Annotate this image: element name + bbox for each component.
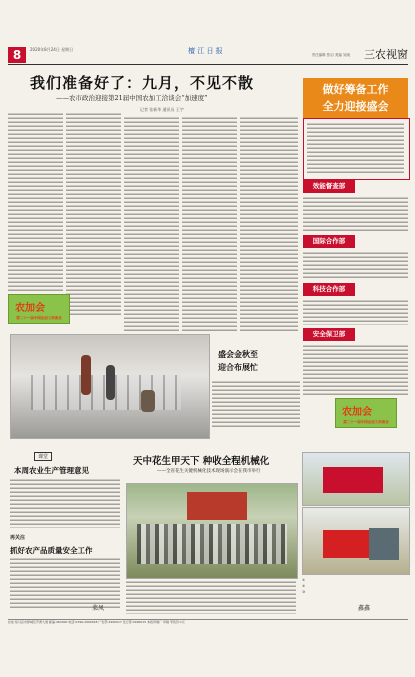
caption-1: ①	[302, 578, 306, 582]
right-intro-box	[303, 118, 410, 180]
harvester-photo-1	[302, 452, 410, 506]
conference-seal-left	[8, 294, 70, 324]
page-number: 8	[8, 47, 26, 63]
right-banner	[303, 78, 408, 119]
right-text-2	[303, 251, 408, 279]
text-column-1	[8, 112, 63, 292]
bottom-tag-right: 鑫鑫	[358, 605, 371, 612]
caption-3: ③	[302, 590, 306, 594]
harvest-subheadline: ——全省花生关键机械化技术现场演示会在我市举行	[157, 469, 261, 474]
harvest-text	[126, 580, 296, 614]
zhuanti-title: 抓好农产品质量安全工作	[10, 546, 93, 555]
main-byline: 记者 张新华 通讯员 王宇	[140, 107, 184, 112]
ketang-title: 本周农业生产管理意见	[14, 466, 89, 475]
right-intro-text	[307, 122, 404, 174]
tag-security: 安全保卫部	[303, 328, 355, 341]
harvester-photo-2	[302, 507, 410, 575]
right-text-1	[303, 196, 408, 232]
text-column-5	[240, 116, 298, 331]
tag-efficiency: 效能督查部	[303, 180, 355, 193]
section-title: 三农视窗	[364, 48, 408, 61]
ketang-tag: 课堂	[34, 452, 52, 461]
mid-headline	[218, 348, 258, 374]
editor-line: 责任编辑 张启 美编 吴晓	[311, 53, 350, 57]
field-demo-photo	[126, 483, 298, 579]
seal-right-title: 农加会	[342, 407, 372, 418]
text-column-2	[66, 112, 121, 317]
ketang-text	[10, 478, 120, 528]
banner-line-1: 做好筹备工作	[322, 83, 389, 96]
tag-technology: 科技合作部	[303, 283, 355, 296]
masthead: 檀 江 日 报	[188, 47, 223, 55]
tag-international: 国际合作部	[303, 235, 355, 248]
seal-title: 农加会	[15, 303, 45, 314]
right-text-3	[303, 299, 408, 325]
exhibition-photo	[10, 334, 210, 439]
page-footer: 社址:驻马店市驿城区开源大道 邮编:463000 电话:0396-2990018 广告部:2990017 发行部:2990015 本报印刷厂 印刷 零售价:1元	[8, 619, 408, 627]
zhuanti-text	[10, 557, 120, 609]
text-column-3	[124, 116, 179, 331]
main-headline: 我们准备好了：九月，不见不散	[30, 74, 255, 92]
caption-2: ②	[302, 584, 306, 588]
harvest-headline: 天中花生甲天下 种收全程机械化	[133, 456, 270, 467]
issue-date: 2020年8月24日 星期日	[30, 47, 74, 52]
mid-story-text	[212, 380, 300, 428]
mid-headline-line-1: 盛会金秋至	[218, 349, 258, 359]
conference-seal-right	[335, 398, 397, 428]
bottom-tag-left: 菜凤	[92, 605, 105, 612]
page-header	[8, 44, 408, 65]
mid-headline-line-2: 迎合布展忙	[218, 362, 258, 372]
banner-line-2: 全力迎接盛会	[322, 100, 389, 113]
main-subheadline: ——农市政治迎接第21届中国农加工洽谈会“加速度”	[56, 94, 208, 102]
right-text-4	[303, 344, 408, 396]
text-column-4	[182, 116, 237, 331]
zhuanti-tag: 再关注	[10, 535, 26, 541]
seal-right-subtitle: 第二十一届中国农加工洽谈会	[343, 420, 389, 424]
seal-subtitle: 第二十一届中国农加工洽谈会	[16, 316, 62, 320]
